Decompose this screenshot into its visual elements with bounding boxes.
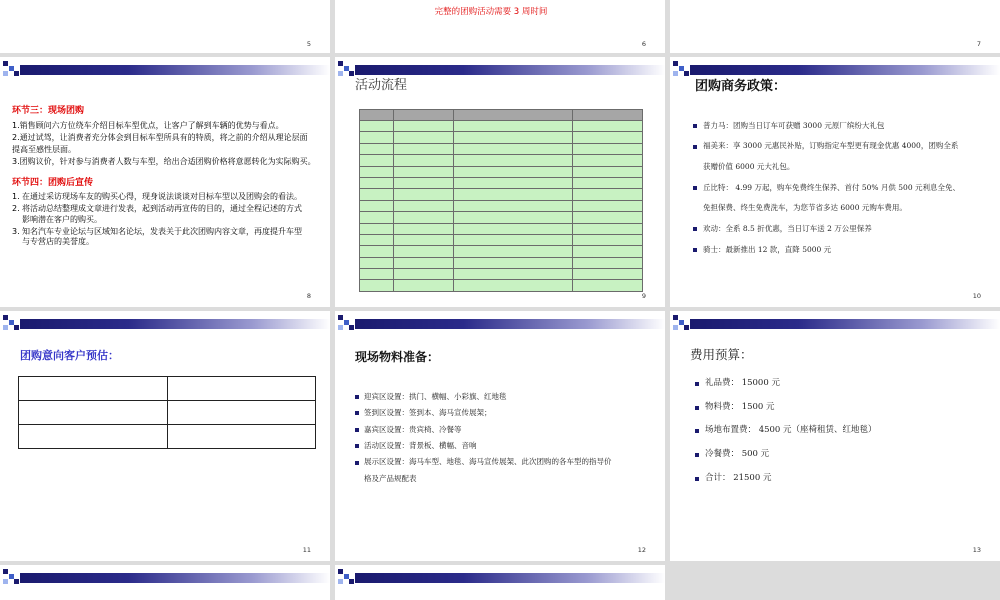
decor-square-icon: [349, 579, 354, 584]
list-item-line: 获赠价值 6000 元大礼包。: [703, 161, 795, 171]
table-cell: [360, 189, 394, 200]
table-row: [19, 377, 316, 401]
decor-square-icon: [3, 71, 8, 76]
table-cell: [394, 189, 454, 200]
list-item: [703, 178, 960, 219]
list-item: [705, 467, 877, 491]
list-item: [12, 227, 302, 248]
table-cell: [454, 212, 573, 223]
list-item-line: 将活动总结整理成文章进行发表，起到活动再宣传的目的，通过全程记述的方式: [22, 204, 302, 213]
table-cell: [573, 177, 643, 188]
list-item-line: 与专营店的美誉度。: [22, 237, 94, 246]
list-item: [364, 454, 612, 487]
slide-header-decoration: [335, 311, 665, 333]
table-cell: [360, 166, 394, 177]
list-item-line: 普力马：团购当日订车可获赠 3000 元原厂缤纷大礼包: [703, 120, 885, 130]
table-cell: [360, 177, 394, 188]
list-item: [364, 422, 612, 438]
slide-thumbnail-9[interactable]: [335, 57, 665, 307]
decor-square-icon: [338, 569, 343, 574]
list-item-line: 影响潜在客户的购买。: [22, 214, 102, 224]
table-cell: [573, 189, 643, 200]
slide-thumbnail-8[interactable]: [0, 57, 330, 307]
list-item-line: 物料费： 1500 元: [705, 401, 775, 412]
list-item: [364, 389, 612, 405]
table-cell: [454, 121, 573, 132]
decor-square-icon: [349, 325, 354, 330]
table-row: [360, 189, 643, 200]
table-cell: [360, 212, 394, 223]
table-cell: [454, 143, 573, 154]
table-cell: [360, 200, 394, 211]
list-item-line: 展示区设置：海马车型、地毯、海马宣传展架、此次团购的各车型的指导价: [364, 457, 612, 467]
list-item: [703, 116, 960, 137]
list-item-line: 活动区设置：背景板、横幅、音响: [364, 441, 477, 451]
table-cell: [573, 121, 643, 132]
body-line: 提高至感性层面。: [12, 145, 76, 154]
decor-square-icon: [684, 325, 689, 330]
table-row: [360, 200, 643, 211]
decor-square-icon: [3, 569, 8, 574]
bullet-square-icon: [695, 453, 699, 457]
list-item-line: 丘比特： 4.99 万起，购车免费终生保养、首付 50% 月供 500 元利息全免、: [703, 182, 960, 192]
table-row: [360, 234, 643, 245]
list-item: [703, 136, 960, 177]
slide-header-decoration: [335, 565, 665, 587]
list-item: [364, 405, 612, 421]
list-item-line: 欢动：全系 8.5 折优惠，当日订车送 2 万公里保养: [703, 224, 872, 234]
decor-square-icon: [673, 61, 678, 66]
table-row: [360, 177, 643, 188]
slide-header-decoration: [0, 565, 330, 587]
decor-square-icon: [14, 325, 19, 330]
slide-header-decoration: [0, 57, 330, 79]
decor-square-icon: [338, 579, 343, 584]
table-cell: [573, 166, 643, 177]
list-item-line: 礼品费： 15000 元: [705, 378, 780, 388]
table-cell: [360, 143, 394, 154]
slide-number: 13: [972, 546, 981, 554]
decor-square-icon: [338, 315, 343, 320]
slide-thumbnail-12[interactable]: [335, 311, 665, 561]
activity-flow-table: [359, 109, 643, 292]
decor-square-icon: [3, 325, 8, 330]
list-item: [12, 204, 302, 225]
slide-thumbnail-7[interactable]: [670, 0, 1000, 53]
list-item-line: 场地布置费： 4500 元（座椅租赁、红地毯）: [705, 425, 877, 436]
table-row: [360, 223, 643, 234]
list-item: [364, 438, 612, 454]
bullet-square-icon: [695, 477, 699, 481]
bullet-square-icon: [693, 248, 697, 252]
table-cell: [394, 223, 454, 234]
decor-square-icon: [673, 325, 678, 330]
list-item: [705, 396, 877, 420]
table-cell: [394, 166, 454, 177]
slide-header-decoration: [670, 311, 1000, 333]
table-row: [360, 212, 643, 223]
header-gradient-bar: [20, 65, 330, 75]
table-row: [360, 246, 643, 257]
table-cell: [573, 155, 643, 166]
table-cell: [19, 401, 168, 425]
list-item: [12, 192, 302, 203]
bullet-square-icon: [695, 382, 699, 386]
table-cell: [454, 257, 573, 268]
body-line: 1.销售顾问六方位绕车介绍目标车型优点，让客户了解到车辆的优势与看点。: [12, 121, 284, 130]
bullet-square-icon: [355, 395, 359, 399]
slide-thumbnail-14[interactable]: [0, 565, 330, 600]
slide-note-text: 完整的团购活动需要 3 周时间: [434, 7, 548, 17]
body-line: 3.团购议价，针对参与消费者人数与车型，给出合适团购价格将意愿转化为实际购买。: [12, 157, 316, 166]
decor-square-icon: [684, 71, 689, 76]
slide-number: 7: [976, 40, 981, 48]
decor-square-icon: [3, 579, 8, 584]
table-cell: [454, 166, 573, 177]
policy-list: [703, 116, 960, 261]
table-cell: [360, 223, 394, 234]
slide-number: 10: [972, 292, 981, 300]
table-cell: [394, 269, 454, 280]
table-cell: [19, 425, 168, 449]
table-cell: [454, 246, 573, 257]
decor-square-icon: [673, 71, 678, 76]
table-cell: [454, 189, 573, 200]
slide-number: 5: [306, 40, 311, 48]
slide-title: 团购意向客户预估：: [20, 349, 119, 362]
bullet-square-icon: [355, 461, 359, 465]
table-cell: [360, 257, 394, 268]
list-item-line: 在通过采访现场车友的购买心得，现身说法谈谈对目标车型以及团购会的看法。: [22, 192, 302, 201]
table-cell: [360, 246, 394, 257]
slide-thumbnail-10[interactable]: [670, 57, 1000, 307]
table-cell: [394, 132, 454, 143]
table-row: [360, 257, 643, 268]
slide-number: 11: [302, 546, 311, 554]
section-title: 环节四：团购后宣传: [12, 178, 94, 188]
table-cell: [454, 132, 573, 143]
table-cell: [168, 401, 316, 425]
decor-square-icon: [338, 71, 343, 76]
table-cell: [573, 132, 643, 143]
table-cell: [573, 280, 643, 291]
table-cell: [454, 177, 573, 188]
table-cell: [454, 234, 573, 245]
list-item-line: 合计： 21500 元: [705, 472, 772, 483]
bullet-square-icon: [355, 411, 359, 415]
numbered-list: [12, 192, 302, 249]
table-header-row: [360, 110, 643, 121]
bullet-square-icon: [693, 186, 697, 190]
table-row: [360, 132, 643, 143]
table-cell: [573, 269, 643, 280]
table-cell: [573, 110, 643, 121]
table-cell: [360, 132, 394, 143]
header-gradient-bar: [355, 65, 665, 75]
table-cell: [454, 280, 573, 291]
decor-square-icon: [338, 325, 343, 330]
slide-number: 8: [306, 292, 311, 300]
table-cell: [360, 280, 394, 291]
header-gradient-bar: [20, 573, 330, 583]
table-cell: [394, 121, 454, 132]
slide-title: 团购商务政策：: [695, 79, 787, 94]
bullet-square-icon: [695, 429, 699, 433]
table-cell: [454, 155, 573, 166]
list-marker: 3.: [12, 226, 20, 236]
table-cell: [394, 155, 454, 166]
header-gradient-bar: [355, 319, 665, 329]
list-item-line: 冷餐费： 500 元: [705, 449, 770, 460]
list-item: [705, 419, 877, 443]
slide-title: 费用预算：: [690, 347, 753, 362]
table-cell: [394, 212, 454, 223]
list-item-line: 嘉宾区设置：贵宾椅、冷餐等: [364, 424, 462, 434]
list-marker: 1.: [12, 192, 20, 201]
table-cell: [394, 200, 454, 211]
table-cell: [360, 269, 394, 280]
header-gradient-bar: [355, 573, 665, 583]
table-cell: [394, 280, 454, 291]
table-cell: [454, 200, 573, 211]
list-item-line: 骑士：最新推出 12 款，直降 5000 元: [703, 244, 832, 254]
table-cell: [573, 143, 643, 154]
table-row: [360, 121, 643, 132]
list-item: [703, 219, 960, 240]
slide-header-decoration: [335, 57, 665, 79]
table-cell: [573, 234, 643, 245]
decor-square-icon: [673, 315, 678, 320]
table-row: [19, 425, 316, 449]
bullet-square-icon: [355, 444, 359, 448]
budget-list: [705, 372, 877, 491]
table-row: [360, 143, 643, 154]
header-gradient-bar: [20, 319, 330, 329]
bullet-square-icon: [695, 406, 699, 410]
slide-number: 12: [637, 546, 646, 554]
slide-thumbnail-13[interactable]: [670, 311, 1000, 561]
slide-thumbnail-5[interactable]: [0, 0, 330, 53]
table-cell: [168, 425, 316, 449]
list-item: [705, 372, 877, 396]
decor-square-icon: [349, 71, 354, 76]
customer-estimate-table: [18, 376, 316, 449]
table-row: [360, 166, 643, 177]
decor-square-icon: [14, 71, 19, 76]
slide-number: 6: [641, 40, 646, 48]
table-cell: [394, 234, 454, 245]
list-item-line: 迎宾区设置：拱门、横幅、小彩旗、红地毯: [364, 391, 507, 401]
slide-title: 现场物料准备：: [355, 350, 440, 364]
slide-header-decoration: [0, 311, 330, 333]
table-cell: [19, 377, 168, 401]
list-item-line: 格及产品规配表: [364, 473, 417, 483]
list-item-line: 福美来：享 3000 元惠民补贴，订购指定车型更有现金优惠 4000，团购全系: [703, 141, 959, 151]
list-item: [705, 443, 877, 467]
table-cell: [573, 246, 643, 257]
slide-number: 9: [641, 292, 646, 300]
table-cell: [360, 121, 394, 132]
table-cell: [573, 257, 643, 268]
slide-title: 活动流程: [355, 78, 408, 93]
header-gradient-bar: [690, 65, 1000, 75]
materials-list: [364, 389, 612, 487]
table-cell: [573, 200, 643, 211]
section-title: 环节三：现场团购: [12, 106, 85, 116]
list-item: [703, 240, 960, 261]
table-cell: [394, 177, 454, 188]
decor-square-icon: [338, 61, 343, 66]
list-marker: 2.: [12, 204, 20, 213]
bullet-square-icon: [693, 227, 697, 231]
slide-header-decoration: [670, 57, 1000, 79]
table-cell: [394, 110, 454, 121]
table-cell: [454, 269, 573, 280]
table-cell: [454, 110, 573, 121]
decor-square-icon: [3, 315, 8, 320]
table-cell: [573, 212, 643, 223]
decor-square-icon: [14, 579, 19, 584]
table-cell: [394, 257, 454, 268]
decor-square-icon: [3, 61, 8, 66]
slide-thumbnail-15[interactable]: [335, 565, 665, 600]
body-line: 2.通过试驾，让消费者充分体会到目标车型所具有的特质，将之前的介绍从理论层面: [12, 133, 308, 142]
table-cell: [360, 155, 394, 166]
table-cell: [454, 223, 573, 234]
table-row: [360, 280, 643, 291]
bullet-square-icon: [693, 124, 697, 128]
bullet-square-icon: [355, 428, 359, 432]
table-row: [19, 401, 316, 425]
list-item-line: 免担保费、终生免费洗车，为您节省多达 6000 元购车费用。: [703, 203, 907, 213]
header-gradient-bar: [690, 319, 1000, 329]
table-cell: [360, 234, 394, 245]
table-row: [360, 155, 643, 166]
table-cell: [168, 377, 316, 401]
table-cell: [573, 223, 643, 234]
table-cell: [360, 110, 394, 121]
section-body: [12, 120, 316, 168]
bullet-square-icon: [693, 145, 697, 149]
table-cell: [394, 143, 454, 154]
slide-thumbnail-11[interactable]: [0, 311, 330, 561]
list-item-line: 签到区设置：签到本、海马宣传展架；: [364, 408, 492, 418]
table-cell: [394, 246, 454, 257]
table-row: [360, 269, 643, 280]
slide-thumbnail-6[interactable]: [335, 0, 665, 53]
list-item-line: 知名汽车专业论坛与区域知名论坛，发表关于此次团购内容文章，再度提升车型: [22, 226, 302, 236]
